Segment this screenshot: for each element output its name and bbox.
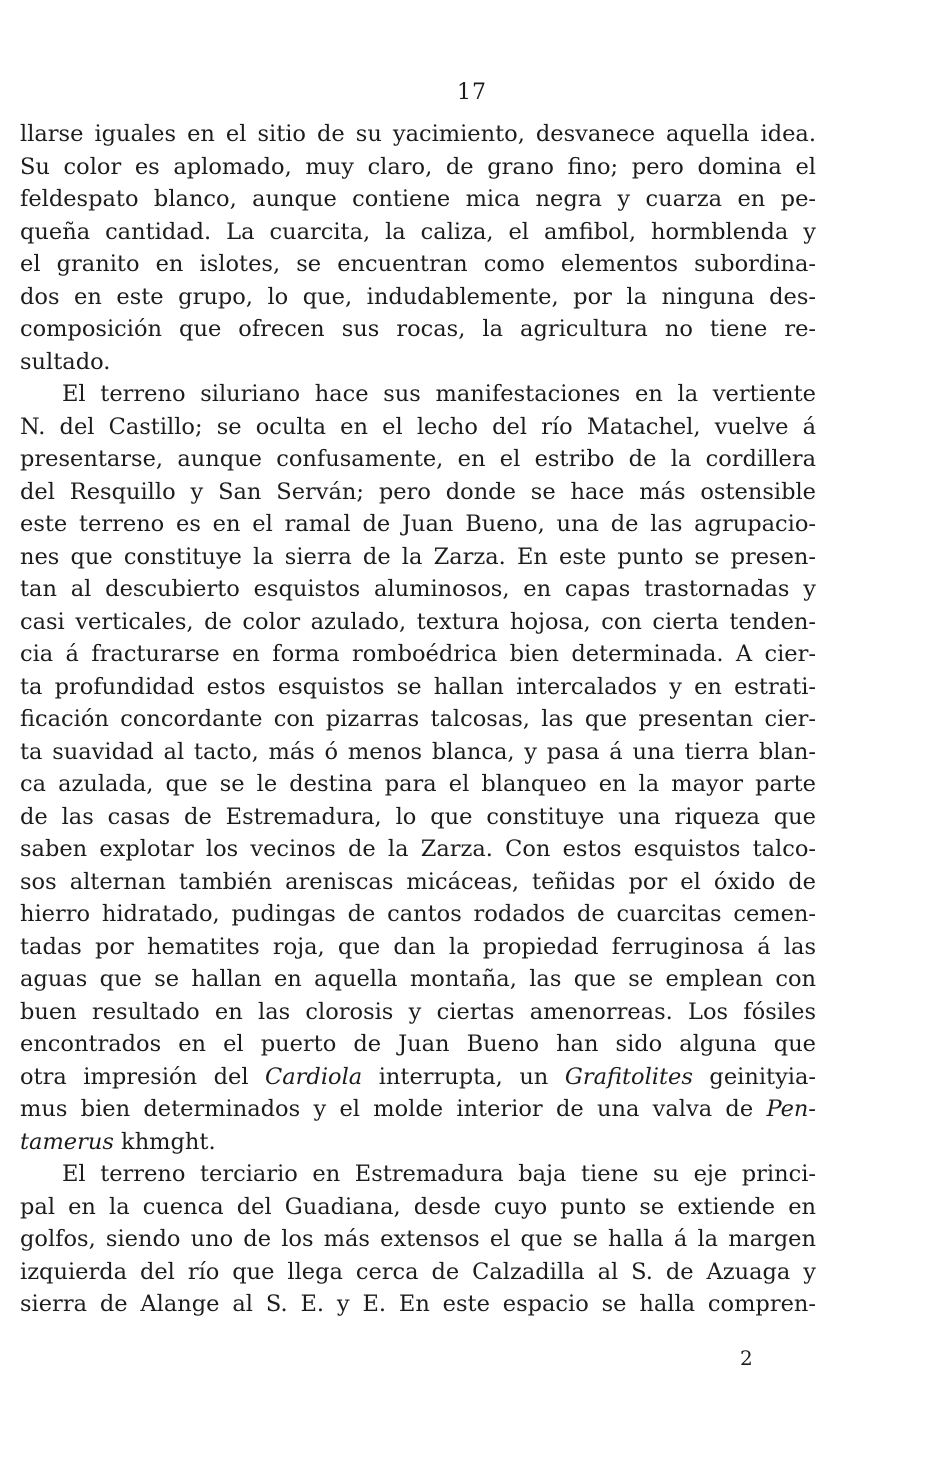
- text-line: sultado.: [20, 348, 111, 375]
- text-line: mus bien determinados y el molde interior de una valva de Pen-: [20, 1096, 816, 1122]
- text-line: tan al descubierto esquistos aluminosos, en capas trastornadas y: [20, 576, 816, 602]
- text-line: hierro hidratado, pudingas de cantos rodados de cuarcitas cemen-: [20, 901, 816, 927]
- body-text: [20, 118, 816, 1321]
- text-line: N. del Castillo; se oculta en el lecho del río Matachel, vuelve á: [20, 413, 816, 440]
- text-line: dos en este grupo, lo que, indudablemente, por la ninguna des-: [20, 283, 816, 310]
- text-line: llarse iguales en el sitio de su yacimiento, desvanece aquella idea.: [20, 121, 816, 147]
- text-line: golfos, siendo uno de los más extensos el que se halla á la margen: [20, 1226, 816, 1252]
- text-line: ficación concordante con pizarras talcosas, las que presentan cier-: [20, 706, 816, 732]
- text-line: cia á fracturarse en forma romboédrica bien determinada. A cier-: [20, 641, 816, 667]
- text-line: este terreno es en el ramal de Juan Bueno, una de las agrupacio-: [20, 511, 816, 537]
- text-line: sierra de Alange al S. E. y E. En este espacio se halla compren-: [20, 1291, 816, 1317]
- text-line: sos alternan también areniscas micáceas, teñidas por el óxido de: [20, 868, 816, 895]
- text-line: presentarse, aunque confusamente, en el estribo de la cordillera: [20, 446, 816, 472]
- text-line: izquierda del río que llega cerca de Calzadilla al S. de Azuaga y: [20, 1258, 816, 1285]
- text-line: ta suavidad al tacto, más ó menos blanca, y pasa á una tierra blan-: [20, 738, 816, 765]
- text-line: El terreno siluriano hace sus manifestaciones en la vertiente: [62, 381, 816, 407]
- text-line: ta profundidad estos esquistos se hallan intercalados y en estrati-: [20, 673, 816, 700]
- text-line: tamerus khmght.: [20, 1128, 216, 1155]
- text-line: El terreno terciario en Estremadura baja tiene su eje princi-: [62, 1161, 816, 1187]
- text-line: ca azulada, que se le destina para el blanqueo en la mayor parte: [20, 771, 816, 797]
- text-line: de las casas de Estremadura, lo que constituye una riqueza que: [20, 803, 816, 830]
- text-line: otra impresión del Cardiola interrupta, un Grafitolites geinityia-: [20, 1063, 816, 1090]
- text-line: buen resultado en las clorosis y ciertas amenorreas. Los fósiles: [20, 998, 816, 1025]
- text-line: saben explotar los vecinos de la Zarza. Con estos esquistos talco-: [20, 836, 816, 862]
- text-line: casi verticales, de color azulado, textura hojosa, con cierta tenden-: [20, 608, 816, 635]
- text-line: tadas por hematites roja, que dan la propiedad ferruginosa á las: [20, 933, 816, 960]
- text-line: feldespato blanco, aunque contiene mica negra y cuarza en pe-: [20, 186, 816, 212]
- text-line: Su color es aplomado, muy claro, de grano fino; pero domina el: [20, 153, 816, 180]
- page-number: 17: [457, 80, 487, 105]
- text-line: pal en la cuenca del Guadiana, desde cuyo punto se extiende en: [20, 1193, 816, 1220]
- text-line: del Resquillo y San Serván; pero donde se hace más ostensible: [20, 478, 816, 505]
- text-line: nes que constituye la sierra de la Zarza. En este punto se presen-: [20, 543, 816, 570]
- text-line: composición que ofrecen sus rocas, la agricultura no tiene re-: [20, 316, 816, 342]
- text-line: encontrados en el puerto de Juan Bueno han sido alguna que: [20, 1031, 816, 1057]
- text-line: aguas que se hallan en aquella montaña, las que se emplean con: [20, 966, 816, 992]
- signature-mark: 2: [740, 1346, 753, 1370]
- text-line: el granito en islotes, se encuentran como elementos subordina-: [20, 251, 816, 277]
- text-line: queña cantidad. La cuarcita, la caliza, el amfibol, hormblenda y: [20, 218, 816, 245]
